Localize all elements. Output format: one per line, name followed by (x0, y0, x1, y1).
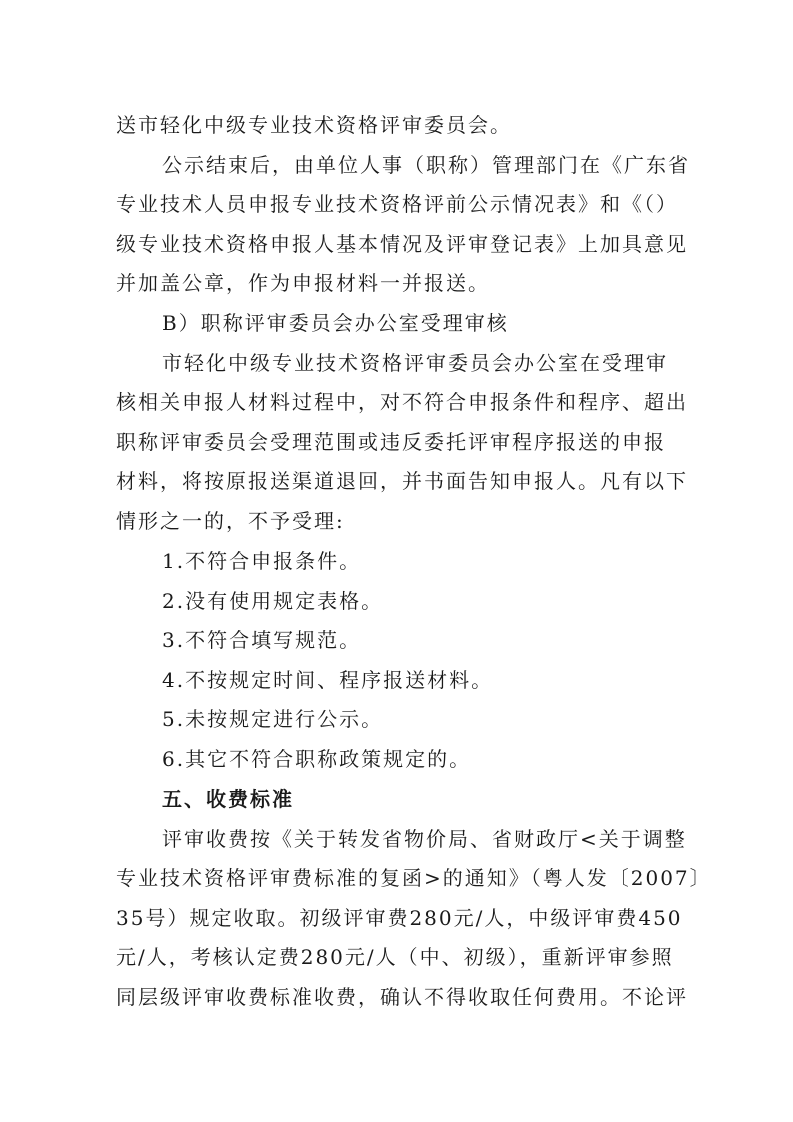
list-item: 4.不按规定时间、程序报送材料。 (162, 668, 494, 692)
text-line: 核相关申报人材料过程中，对不符合申报条件和程序、超出 (116, 390, 688, 414)
text-line: 元/人，考核认定费280元/人（中、初级），重新评审参照 (116, 945, 674, 969)
text-line: 专业技术人员申报专业技术资格评前公示情况表》和《（） (116, 192, 678, 216)
subsection-heading: B）职称评审委员会办公室受理审核 (162, 311, 509, 335)
list-item: 1.不符合申报条件。 (162, 549, 362, 573)
text-line: 专业技术资格评审费标准的复函>的通知》（粤人发〔2007〕 (116, 866, 712, 890)
text-line: 同层级评审收费标准收费，确认不得收取任何费用。不论评 (116, 985, 688, 1009)
text-line: 送市轻化中级专业技术资格评审委员会。 (116, 113, 512, 137)
list-item: 5.未按规定进行公示。 (162, 707, 384, 731)
text-line: 材料，将按原报送渠道退回，并书面告知申报人。凡有以下 (116, 469, 688, 493)
list-item: 3.不符合填写规范。 (162, 628, 362, 652)
text-line: 并加盖公章，作为申报材料一并报送。 (116, 271, 490, 295)
paragraph-first-line: 市轻化中级专业技术资格评审委员会办公室在受理审 (162, 351, 668, 375)
paragraph-first-line: 评审收费按《关于转发省物价局、省财政厅<关于调整 (162, 827, 687, 851)
paragraph-first-line: 公示结束后，由单位人事（职称）管理部门在《广东省 (162, 153, 690, 177)
text-line: 职称评审委员会受理范围或违反委托评审程序报送的申报 (116, 430, 666, 454)
text-line: 35号）规定收取。初级评审费280元/人，中级评审费450 (116, 906, 683, 930)
text-line: 情形之一的，不予受理: (116, 509, 345, 533)
list-item: 2.没有使用规定表格。 (162, 589, 384, 613)
text-line: 级专业技术资格申报人基本情况及评审登记表》上加具意见 (116, 232, 688, 256)
list-item: 6.其它不符合职称政策规定的。 (162, 747, 472, 771)
section-heading: 五、收费标准 (162, 787, 294, 811)
